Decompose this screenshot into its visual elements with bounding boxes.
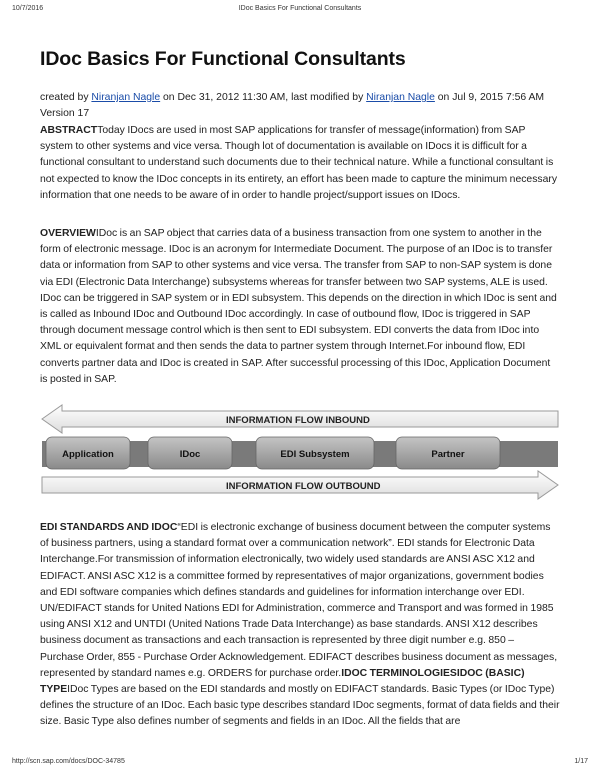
page-footer [12,758,588,768]
overview-paragraph [40,226,560,388]
idoc-label: IDoc [179,449,201,460]
page-number: 1/17 [574,758,588,765]
abstract-text: Today IDocs are used in most SAP applications for transfer of message(information) from SAP system to other systems and vice versa. Though lot of documentation is available on IDocs it is difficult for a functional consultant to understand such documents due to their technical nature. While a functional consultant is not expected to know the IDoc concepts in its entirety, an effort has been made to capture the minimum necessary information that one needs to be aware of in order to handle project/support issues on IDocs. [40,125,558,201]
edi-heading: EDI STANDARDS AND IDOC [40,522,178,533]
modifier-link[interactable]: Niranjan Nagle [366,92,435,103]
edi-subsystem-label: EDI Subsystem [280,449,350,460]
basic-type-text: IDoc Types are based on the EDI standards and mostly on EDIFACT standards. Basic Types (or IDoc Type) defines the structure of an IDoc. Each basic type describes standard IDoc segments, format of data fields and their size. Basic Type also defines number of segments and fields in an IDoc. All the fields that are [40,684,560,728]
created-on-text: on Dec 31, 2012 11:30 AM, last modified by [160,92,367,103]
created-by-label: created by [40,92,92,103]
abstract-paragraph [40,123,560,204]
application-label: Application [62,449,114,460]
document-meta [40,90,575,122]
outbound-label: INFORMATION FLOW OUTBOUND [226,481,381,492]
information-flow-diagram [40,397,560,505]
print-date: 10/7/2016 [12,5,44,12]
partner-label: Partner [431,449,465,460]
overview-heading: OVERVIEW [40,228,96,239]
terminologies-heading: IDOC TERMINOLOGIESIDOC (BASIC) TYPE [40,667,525,696]
edi-text: “EDI is electronic exchange of business document between the computer systems of business partners, using a standard format over a communication network”. EDI stands for Electronic Data Interchange.For transmission of information electronically, two widely used standards are ANSI ASC X12 and EDIFACT. ANSI ASC X12 is a committee formed by representatives of major organizations, government bodies and EDI software companies which defines standards and guidelines for information interchange over EDI. UN/EDIFACT stands for United Nations EDI for Administration, commerce and Transport and was formed in 1985 using ANSI X12 and UNTDI (United Nations Trade Data Interchange) as base standards. ANSI X12 describes business document as transactions and each transaction is represented by three digit number e.g. 850 – Purchase Order, 855 - Purchase Order Acknowledgement. EDIFACT describes business document as messages, represented by standard names e.g. ORDERS for purchase order. [40,522,558,679]
inbound-label: INFORMATION FLOW INBOUND [226,415,370,426]
abstract-heading: ABSTRACT [40,125,98,136]
author-link[interactable]: Niranjan Nagle [91,92,161,103]
page-header [12,5,588,15]
edi-paragraph [40,520,560,731]
version-label: Version 17 [40,108,90,119]
modified-on-text: on Jul 9, 2015 7:56 AM [434,92,545,103]
page-title: IDoc Basics For Functional Consultants [40,48,406,70]
print-title: IDoc Basics For Functional Consultants [238,5,362,12]
overview-text: IDoc is an SAP object that carries data of a business transaction from one system to another in the form of electronic message. IDoc is an acronym for Intermediate Document. The purpose of an IDoc is to transfer data or information from SAP to other systems and vice versa. The transfer from SAP to non-SAP system is done via EDI (Electronic Data Interchange) subsystems whereas for transfer between two SAP systems, ALE is used. IDoc can be triggered in SAP system or in EDI subsystem. This depends on the direction in which IDoc is sent and is called as Inbound IDoc and Outbound IDoc accordingly. In case of outbound flow, IDoc is triggered in SAP through document message control which is then sent to EDI subsystem. EDI converts the data from IDoc into XML or equivalent format and then sends the data to partner system through Internet.For inbound flow, EDI converts partner data and IDoc is created in SAP. After successful processing of this IDoc, Application Document is posted in SAP. [40,228,557,385]
footer-url: http://scn.sap.com/docs/DOC-34785 [12,758,125,765]
